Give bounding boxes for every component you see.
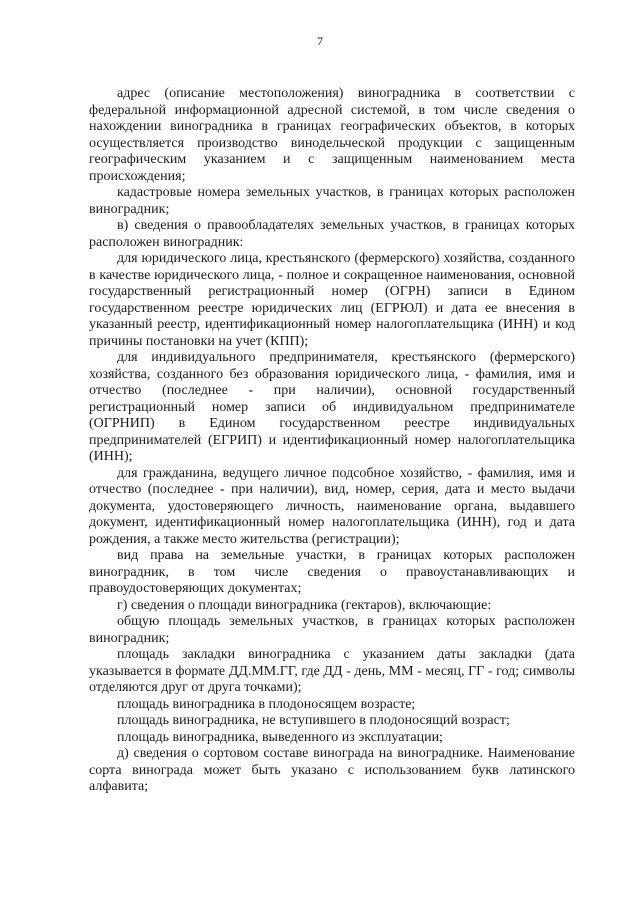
paragraph: площадь закладки виноградника с указанием даты закладки (дата указывается в формате ДД.ММ.ГГ, где ДД - день, ММ - месяц, ГГ - год; символы отделяются друг от друга точками); bbox=[89, 647, 575, 695]
paragraph: г) сведения о площади виноградника (гектаров), включающие: bbox=[117, 597, 492, 613]
paragraph: площадь виноградника, не вступившего в плодоносящий возраст; bbox=[117, 713, 510, 728]
paragraph: для гражданина, ведущего личное подсобное хозяйство, - фамилия, имя и отчество (последнее - при наличии), вид, номер, серия, дата и место выдачи документа, удостоверяющего личность, наименование органа, выдавшего документ, идентификационный номер налогоплательщика (ИНН), год и дата рождения, а также место жительства (регистрации); bbox=[89, 465, 575, 547]
paragraph: д) сведения о сортовом составе винограда на винограднике. Наименование сорта винограда может быть указано с использованием букв латинского алфавита; bbox=[89, 746, 575, 794]
paragraph: общую площадь земельных участков, в границах которых расположен виноградник; bbox=[89, 614, 575, 646]
paragraph: адрес (описание местоположения) виноградника в соответствии с федеральной информационной адресной системой, в том числе сведения о нахождении виноградника в границах географических объектов, в которых осуществляется производство винодельческой продукции с защищенным географическим указанием и с защищенным наименованием места происхождения; bbox=[89, 86, 575, 184]
paragraph: для юридического лица, крестьянского (фермерского) хозяйства, созданного в качестве юридического лица, - полное и сокращенное наименования, основной государственный регистрационный номер (ОГРН) записи в Едином государственном реестре юридических лиц (ЕГРЮЛ) и дата ее внесения в указанный реестр, идентификационный номер налогоплательщика (ИНН) и код причины постановки на учет (КПП); bbox=[89, 251, 575, 349]
document-body bbox=[89, 86, 575, 796]
page-number: 7 bbox=[317, 34, 323, 48]
paragraph: в) сведения о правообладателях земельных участков, в границах которых расположен виноградник: bbox=[89, 218, 575, 250]
paragraph: площадь виноградника, выведенного из эксплуатации; bbox=[117, 729, 443, 745]
paragraph: кадастровые номера земельных участков, в границах которых расположен виноградник; bbox=[89, 185, 575, 217]
paragraph: вид права на земельные участки, в границах которых расположен виноградник, в том числе сведения о правоустанавливающих и правоудостоверяющих документах; bbox=[89, 548, 575, 596]
paragraph: площадь виноградника в плодоносящем возрасте; bbox=[117, 696, 416, 712]
paragraph: для индивидуального предпринимателя, крестьянского (фермерского) хозяйства, созданного без образования юридического лица, - фамилия, имя и отчество (последнее - при наличии), основной государственный регистрационный номер записи об индивидуальном предпринимателе (ОГРНИП) в Едином государственном реестре индивидуальных предпринимателей (ЕГРИП) и идентификационный номер налогоплательщика (ИНН); bbox=[89, 350, 575, 464]
